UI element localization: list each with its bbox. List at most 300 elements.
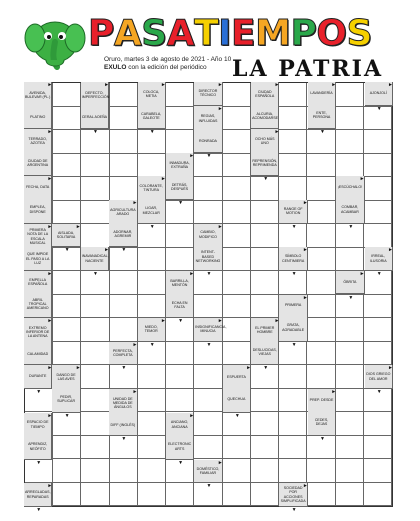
clue-text: PEDIR, SUPLICAR [57,395,76,404]
answer-cell[interactable] [336,107,364,131]
arrow-right-icon: ► [388,365,393,372]
answer-cell[interactable] [279,107,307,131]
clue-text: ALCURIA, ACOMODARSE [252,111,279,121]
arrow-down-icon: ▼ [64,412,70,419]
logo-letter: E [231,13,256,54]
arrow-right-icon: ► [246,365,252,372]
logo-letter: A [166,13,195,54]
clue-text: APRENDIZ, NEÓFITO [28,442,48,451]
arrow-right-icon: ► [160,318,166,325]
answer-cell[interactable] [138,365,166,389]
arrow-down-icon: ▼ [36,388,42,395]
clue-text: PERFECTA, COMPLETA [112,348,133,358]
answer-cell[interactable] [279,365,307,389]
clue-text: TERRADO, AZOTEA [28,136,47,146]
answer-cell[interactable] [336,459,364,483]
clue-text: COLOCA, METIA [143,89,160,99]
clue-text: ¡ESCÚCHALO! [337,185,363,190]
arrow-right-icon: ► [274,129,280,136]
answer-cell[interactable] [166,83,194,107]
answer-cell[interactable] [194,389,222,413]
answer-cell[interactable] [53,107,81,131]
answer-cell[interactable] [336,154,364,178]
answer-cell[interactable] [81,342,109,366]
answer-cell[interactable] [138,459,166,483]
arrow-down-icon: ▼ [263,176,269,183]
answer-cell[interactable] [223,459,251,483]
clue-text: EL PRIMER HOMBRE [255,325,275,335]
clue-text: FECHA, DATA [26,185,50,190]
arrow-right-icon: ► [359,176,365,183]
arrow-right-icon: ► [189,152,195,159]
answer-cell[interactable] [279,436,307,460]
clue-text: INAVANADICAL, NACIENTE [81,254,109,263]
clue-text: COLORANTE, TINTURA [139,184,163,193]
answer-cell[interactable] [53,130,81,154]
arrow-right-icon: ► [47,223,53,230]
arrow-down-icon: ▼ [206,152,212,159]
answer-cell[interactable] [336,412,364,436]
logo-letter: P [290,13,317,54]
answer-cell[interactable] [307,224,335,248]
answer-cell[interactable] [166,389,194,413]
arrow-down-icon: ▼ [178,318,184,325]
clue-text: COMBAR, ACAMBAR [341,205,359,214]
arrow-right-icon: ► [302,200,308,207]
clue-text: ESPUERTA [226,375,246,380]
answer-cell[interactable] [81,177,109,201]
arrow-right-icon: ► [388,82,393,88]
clue-text: INTENT-BASED NETWORKING [195,250,221,263]
clue-cell [223,365,251,412]
answer-cell[interactable] [166,224,194,248]
answer-cell[interactable] [166,130,194,154]
answer-cell[interactable] [336,436,364,460]
arrow-down-icon: ▼ [149,223,155,230]
exclusive-bold: EXULO [104,63,127,71]
clue-text: ABRIL TROPICAL AMERICANO [26,297,49,311]
answer-cell[interactable] [166,342,194,366]
answer-cell[interactable] [279,130,307,154]
arrow-right-icon: ► [47,129,53,136]
answer-cell[interactable] [223,107,251,131]
clue-text: PRIMERA NOTA DE LA ESCALA MUSICAL [27,228,49,246]
clue-text: LAVANDERÍA [310,90,333,95]
clue-text: MIEDO, TEMOR [144,325,158,334]
clue-cell [166,413,194,460]
answer-cell[interactable] [53,295,81,319]
arrow-down-icon: ▼ [121,365,127,372]
answer-cell[interactable] [53,83,81,107]
answer-cell[interactable] [336,389,364,413]
clue-cell [24,129,52,176]
arrow-down-icon: ▼ [234,412,240,419]
clue-text: CEDES, DEJAS [314,417,329,427]
arrow-right-icon: ► [189,412,195,419]
answer-cell[interactable] [364,342,392,366]
arrow-right-icon: ► [75,223,81,230]
clue-text: INMADURA, EXTRAÑA [169,160,190,169]
arrow-right-icon: ► [331,388,337,395]
clue-text: ADORNAR, AGREMIR [113,229,133,239]
clue-cell [194,224,222,271]
clue-text: DIFF (INGLÉS) [110,423,136,428]
arrow-right-icon: ► [217,82,223,88]
arrow-down-icon: ▼ [348,223,354,230]
clue-text: CAMBIO, MODIFICO [199,230,217,239]
arrow-right-icon: ► [302,483,308,490]
clue-text: SÍMBOLO CENTIMIERA [282,254,305,263]
answer-cell[interactable] [307,318,335,342]
newspaper-brand: LA PATRIA [232,56,384,82]
answer-cell[interactable] [110,130,138,154]
answer-cell[interactable] [138,154,166,178]
arrow-down-icon: ▼ [178,459,184,466]
clue-text: EXTREMO INFERIOR DE LA ANTENA [26,325,50,339]
clue-text: REGIAS, INFLUIDAS [198,114,218,123]
arrow-down-icon: ▼ [263,365,269,372]
answer-cell[interactable] [364,154,392,178]
clue-cell [308,389,336,436]
answer-cell[interactable] [307,459,335,483]
answer-cell[interactable] [307,177,335,201]
arrow-down-icon: ▼ [291,270,297,277]
arrow-right-icon: ► [132,388,138,395]
arrow-right-icon: ► [331,82,337,88]
answer-cell[interactable] [110,177,138,201]
answer-cell[interactable] [336,83,364,107]
answer-cell[interactable] [53,201,81,225]
clue-text: AJONJOLÍ [369,91,387,96]
answer-cell[interactable] [364,224,392,248]
clue-cell [138,176,166,223]
answer-cell[interactable] [166,248,194,272]
answer-cell[interactable] [166,107,194,131]
clue-text: PREP. DESDE [309,397,334,402]
answer-cell[interactable] [223,318,251,342]
logo-letter: A [113,13,142,54]
answer-cell[interactable] [279,177,307,201]
answer-cell[interactable] [251,224,279,248]
answer-cell[interactable] [194,295,222,319]
clue-text: CARABELA, GALEOTE [141,111,162,121]
answer-cell[interactable] [307,483,335,507]
clue-cell [81,82,109,129]
exclusive-line [104,64,231,72]
answer-cell[interactable] [110,271,138,295]
answer-cell[interactable] [223,483,251,507]
answer-cell[interactable] [364,177,392,201]
clue-text: LIGAR, MEZCLAR [142,206,160,215]
answer-cell[interactable] [251,271,279,295]
arrow-down-icon: ▼ [348,294,354,301]
answer-cell[interactable] [223,271,251,295]
arrow-right-icon: ► [47,412,53,419]
answer-cell[interactable] [81,412,109,436]
arrow-right-icon: ► [388,247,393,254]
clue-text: DETRÁS, DESPUÉS [171,182,189,191]
answer-cell[interactable] [53,342,81,366]
clue-text: DURANTE [29,374,47,379]
arrow-down-icon: ▼ [376,105,382,112]
answer-cell[interactable] [81,154,109,178]
clue-cell [194,106,222,153]
arrow-right-icon: ► [160,176,166,183]
answer-cell[interactable] [336,318,364,342]
answer-cell[interactable] [251,201,279,225]
arrow-down-icon: ▼ [206,341,212,348]
answer-cell[interactable] [336,248,364,272]
answer-cell[interactable] [307,248,335,272]
clue-text: QUE IMPIDE EL PASO A LA LUZ [26,252,50,266]
clue-text: ANCIANO, ANCIANA [170,420,189,429]
answer-cell[interactable] [223,83,251,107]
arrow-right-icon: ► [75,365,81,372]
answer-cell[interactable] [194,201,222,225]
answer-cell[interactable] [110,295,138,319]
arrow-right-icon: ► [302,247,308,254]
clue-cell [24,271,52,318]
answer-cell[interactable] [138,271,166,295]
answer-cell[interactable] [307,154,335,178]
date-line: Oruro, martes 3 de agosto de 2021 - Año 10 [104,56,232,63]
answer-cell[interactable] [53,483,81,507]
clue-text: ELECTRONIC ARTS [168,442,192,451]
clue-text: DOMÉSTICO, FAMILIAR [196,466,220,476]
answer-cell[interactable] [364,318,392,342]
logo-letter: S [141,13,167,54]
answer-cell[interactable] [279,154,307,178]
clue-text: REPRENSIÓN, REPRIMENDA [252,159,278,168]
answer-cell[interactable] [110,483,138,507]
clue-text: INSIGNIFICANCIA, MINUCIA [195,325,227,334]
answer-cell[interactable] [138,295,166,319]
clue-text: AISLADA, SOLITARIA [56,230,76,239]
clue-cell [279,295,307,342]
arrow-down-icon: ▼ [376,388,382,395]
answer-cell[interactable] [279,83,307,107]
answer-cell[interactable] [110,459,138,483]
arrow-right-icon: ► [47,318,53,325]
arrow-down-icon: ▼ [206,270,212,277]
arrow-right-icon: ► [217,459,223,466]
answer-cell[interactable] [166,483,194,507]
answer-cell[interactable] [251,412,279,436]
logo-letter: O [316,13,347,54]
arrow-right-icon: ► [189,270,195,277]
clue-text: ESPACIO DE TIEMPO [26,420,49,429]
answer-cell[interactable] [81,201,109,225]
answer-cell[interactable] [194,365,222,389]
answer-cell[interactable] [194,436,222,460]
clue-text: PRIMERA [284,303,302,308]
arrow-right-icon: ► [104,247,110,254]
arrow-down-icon: ▼ [121,436,127,443]
clue-text: CIUDAD DE ARGENTINA [27,159,49,168]
arrow-right-icon: ► [47,176,53,183]
arrow-down-icon: ▼ [36,459,42,466]
clue-cell [251,82,279,129]
arrow-down-icon: ▼ [64,247,70,254]
pasatiempos-logo [88,13,372,54]
clue-text: ENTE, PERSONA [312,110,331,120]
answer-cell[interactable] [166,365,194,389]
clue-cell [24,224,52,271]
answer-cell[interactable] [138,436,166,460]
clue-text: DESLUCIDAS, VIEJAS [252,347,277,357]
answer-cell[interactable] [336,483,364,507]
answer-cell[interactable] [53,436,81,460]
answer-cell[interactable] [307,342,335,366]
answer-cell[interactable] [307,295,335,319]
answer-cell[interactable] [53,154,81,178]
answer-cell[interactable] [81,483,109,507]
clue-cell [109,389,137,436]
answer-cell[interactable] [138,483,166,507]
clue-text: IRREAL, ILUSORIA [369,254,387,263]
answer-cell[interactable] [279,412,307,436]
answer-cell[interactable] [364,412,392,436]
clue-text: CALAMIDAD [27,352,49,357]
clue-cell [138,82,166,129]
logo-letter: T [194,13,219,54]
answer-cell[interactable] [336,130,364,154]
logo-letter: P [88,13,114,54]
answer-cell[interactable] [307,365,335,389]
answer-cell[interactable] [251,389,279,413]
clue-cell [109,200,137,247]
clue-text: PLATINO [30,115,46,120]
answer-cell[interactable] [251,483,279,507]
answer-cell[interactable] [364,130,392,154]
arrow-down-icon: ▼ [36,507,42,513]
answer-cell[interactable] [223,342,251,366]
clue-text: SOCIEDAD POR ACCIONES SIMPLIFICADA [280,486,306,503]
answer-cell[interactable] [307,271,335,295]
clue-text: BARRILLA, MENTÓN [170,278,189,287]
answer-cell[interactable] [307,201,335,225]
clue-text: UNIDAD DE MEDIDA DE ÁNGULOS [112,396,133,410]
answer-cell[interactable] [223,130,251,154]
arrow-down-icon: ▼ [149,341,155,348]
answer-cell[interactable] [223,248,251,272]
answer-cell[interactable] [194,177,222,201]
clue-text: DIOS GRIEGO DEL AMOR [366,372,391,381]
answer-cell[interactable] [251,295,279,319]
answer-cell[interactable] [251,459,279,483]
answer-cell[interactable] [223,201,251,225]
answer-cell[interactable] [364,201,392,225]
answer-cell[interactable] [110,107,138,131]
answer-cell[interactable] [138,389,166,413]
arrow-down-icon: ▼ [92,270,98,277]
answer-cell[interactable] [81,224,109,248]
arrow-down-icon: ▼ [178,200,184,207]
clue-text: EMPELLA ESPAÑOLA [28,277,48,286]
answer-cell[interactable] [81,318,109,342]
answer-cell[interactable] [138,412,166,436]
answer-cell[interactable] [81,459,109,483]
arrow-down-icon: ▼ [376,270,382,277]
answer-cell[interactable] [336,365,364,389]
clue-cell [308,82,336,129]
clue-cell [24,176,52,223]
clue-cell [251,318,279,365]
clue-cell [166,271,194,318]
answer-cell[interactable] [364,483,392,507]
answer-cell[interactable] [364,436,392,460]
answer-cell[interactable] [336,342,364,366]
arrow-right-icon: ► [47,82,53,88]
answer-cell[interactable] [53,177,81,201]
answer-cell[interactable] [53,459,81,483]
arrow-right-icon: ► [217,318,223,325]
answer-cell[interactable] [223,224,251,248]
clue-text: CERAL AOEÑA [81,115,108,120]
clue-cell [24,82,52,129]
answer-cell[interactable] [110,154,138,178]
issue-info [104,56,231,71]
clue-text: OCHO MÁS UNO [254,136,275,146]
answer-cell[interactable] [279,459,307,483]
answer-cell[interactable] [223,177,251,201]
answer-cell[interactable] [138,248,166,272]
arrow-down-icon: ▼ [320,436,325,443]
answer-cell[interactable] [223,295,251,319]
answer-cell[interactable] [223,436,251,460]
answer-cell[interactable] [364,295,392,319]
answer-cell[interactable] [81,365,109,389]
answer-cell[interactable] [81,295,109,319]
arrow-right-icon: ► [302,294,308,301]
arrow-down-icon: ▼ [320,129,325,136]
clue-text: QUECHUA [227,397,246,402]
logo-letter: M [255,13,291,54]
answer-cell[interactable] [251,248,279,272]
arrow-right-icon: ► [217,105,223,112]
clue-cell [24,318,52,365]
answer-cell[interactable] [53,318,81,342]
clue-text: ÓBRITA [343,280,357,285]
arrow-down-icon: ▼ [149,129,155,136]
answer-cell[interactable] [81,436,109,460]
answer-cell[interactable] [110,318,138,342]
answer-cell[interactable] [279,389,307,413]
arrow-down-icon: ▼ [291,507,297,513]
clue-text: RANGE OF MOTION [283,207,303,216]
arrow-right-icon: ► [47,270,53,277]
arrow-down-icon: ▼ [291,341,297,348]
arrow-right-icon: ► [132,200,138,207]
answer-cell[interactable] [194,412,222,436]
answer-cell[interactable] [110,83,138,107]
clue-text: AVENIDA, BULEVAR (PL.) [25,90,51,100]
clue-text: DEFECTO, IMPERFECCIÓN [81,90,110,100]
clue-text: DANGO DE LAS AVES [56,373,76,382]
answer-cell[interactable] [364,459,392,483]
answer-cell[interactable] [251,436,279,460]
clue-cell [251,129,279,176]
answer-cell[interactable] [223,154,251,178]
clue-cell [52,365,80,412]
clue-text: DIRECTOR TÉCNICO [198,89,218,98]
arrow-down-icon: ▼ [291,223,297,230]
answer-cell[interactable] [53,271,81,295]
arrow-right-icon: ► [47,483,53,490]
answer-cell[interactable] [81,389,109,413]
exclusive-rest: con la edición del periódico [128,63,207,71]
elephant-mascot-icon [24,12,86,74]
